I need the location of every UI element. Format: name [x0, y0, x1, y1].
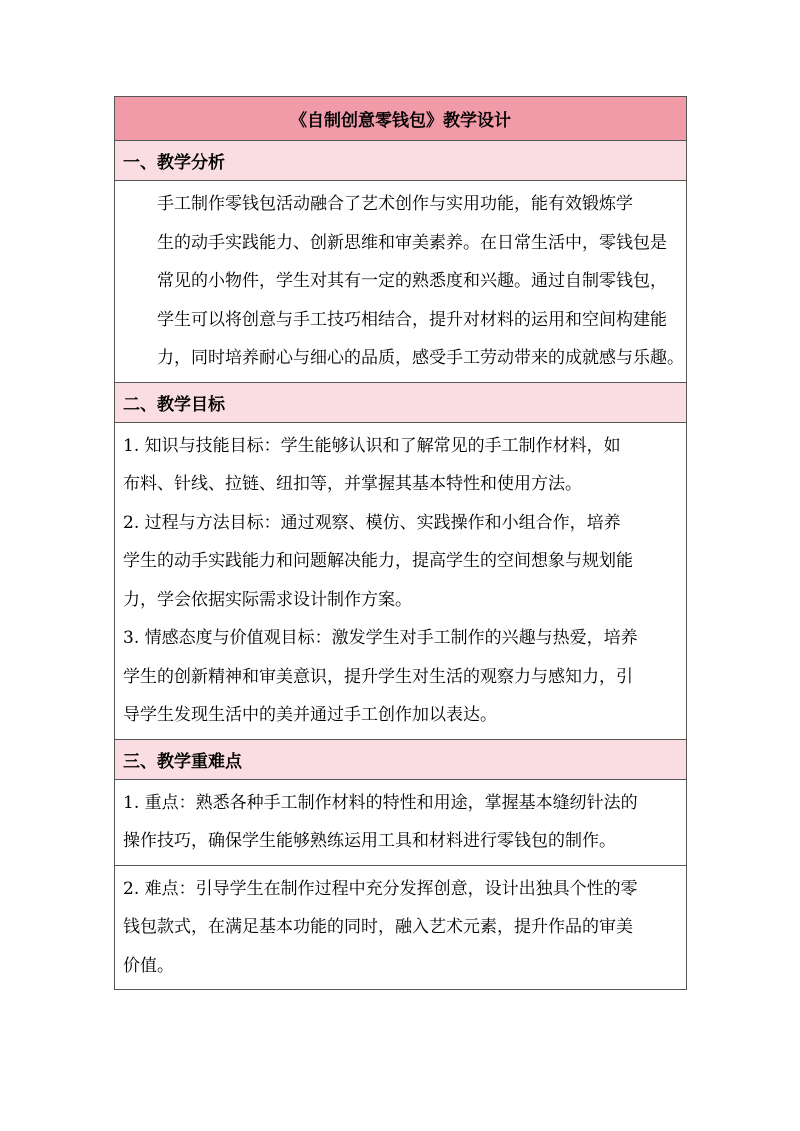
key-point-cell [115, 779, 687, 865]
section-heading-objectives: 二、教学目标 [115, 382, 687, 422]
text-line: 手工制作零钱包活动融合了艺术创作与实用功能，能有效锻炼学 [157, 194, 633, 214]
text-line: 3. 情感态度与价值观目标：激发学生对手工制作的兴趣与热爱，培养 [123, 628, 638, 648]
text-line: 操作技巧，确保学生能够熟练运用工具和材料进行零钱包的制作。 [123, 831, 616, 851]
text-line: 1. 知识与技能目标：学生能够认识和了解常见的手工制作材料，如 [123, 435, 621, 456]
text-line: 力，学会依据实际需求设计制作方案。 [123, 589, 412, 610]
text-line: 学生可以将创意与手工技巧相结合，提升对材料的运用和空间构建能 [157, 309, 667, 330]
section-body-row [115, 181, 687, 383]
section-body-row [115, 779, 687, 865]
section-body-row [115, 422, 687, 739]
section-header-row [115, 141, 687, 181]
text-line: 学生的创新精神和审美意识，提升学生对生活的观察力与感知力，引 [123, 666, 633, 687]
document-title: 《自制创意零钱包》教学设计 [115, 97, 687, 141]
title-row [115, 97, 687, 141]
text-line: 学生的动手实践能力和问题解决能力，提高学生的空间想象与规划能 [123, 551, 633, 571]
section-heading-analysis: 一、教学分析 [115, 141, 687, 181]
text-line: 生的动手实践能力、创新思维和审美素养。在日常生活中，零钱包是 [157, 232, 667, 253]
text-line: 2. 难点：引导学生在制作过程中充分发挥创意，设计出独具个性的零 [123, 878, 638, 899]
section-heading-key-points: 三、教学重难点 [115, 739, 687, 779]
text-line: 价值。 [123, 955, 174, 976]
text-line: 布料、针线、拉链、纽扣等，并掌握其基本特性和使用方法。 [123, 474, 582, 494]
section-header-row [115, 739, 687, 779]
paragraph [123, 185, 684, 378]
text-line: 导学生发现生活中的美并通过手工创作加以表达。 [123, 705, 497, 725]
lesson-plan-table [114, 96, 687, 990]
text-line: 钱包款式，在满足基本功能的同时，融入艺术元素，提升作品的审美 [123, 917, 633, 937]
text-line: 常见的小物件，学生对其有一定的熟悉度和兴趣。通过自制零钱包， [157, 271, 667, 291]
text-line: 2. 过程与方法目标：通过观察、模仿、实践操作和小组合作，培养 [123, 512, 621, 533]
text-line: 1. 重点：熟悉各种手工制作材料的特性和用途，掌握基本缝纫针法的 [123, 792, 638, 813]
text-line: 力，同时培养耐心与细心的品质，感受手工劳动带来的成就感与乐趣。 [157, 348, 684, 368]
section-header-row [115, 382, 687, 422]
analysis-paragraph [115, 181, 687, 383]
difficulty-cell [115, 865, 687, 990]
objective-knowledge [115, 422, 687, 739]
section-body-row [115, 865, 687, 990]
